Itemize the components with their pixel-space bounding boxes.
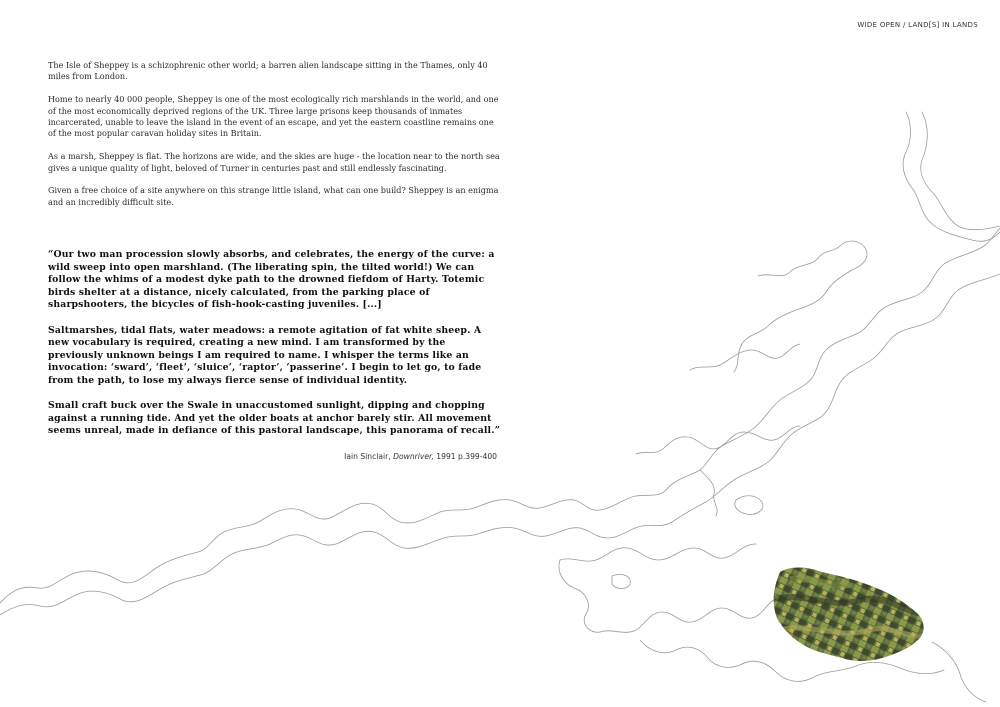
- creek-line: [636, 426, 800, 454]
- creek-line: [560, 544, 756, 561]
- creek-line: [600, 600, 774, 632]
- river-north-bank: [0, 228, 1000, 603]
- quote-paragraph: “Our two man procession slowly absorbs, and celebrates, the energy of the curve: a wild sweep into open marshland. (The liberating spin, the tilted world!) We can follow the whims of a modest dyke path to the drowned fiefdom of Harty. Totemic birds shelter at a distance, nicely calculated, from the parking place of sharpshooters, the bicycles of fish-hook-casting juveniles. [...]: [48, 249, 495, 311]
- quote-paragraph: Saltmarshes, tidal flats, water meadows: a remote agitation of fat white sheep. A new vocabulary is required, creating a new mind. I am transformed by the previously unknown beings I am required to name. I whisper the terms like an invocation: ‘sward’, ‘fleet’, ‘sluice’, ‘raptor’, ‘passerine’. I begin to let go, to fade from the path, to lose my always fierce sense of individual identity.: [48, 324, 482, 386]
- creek-line: [640, 640, 812, 681]
- intro-paragraph: The Isle of Sheppey is a schizophrenic other world; a barren alien landscape sitting in the Thames, only 40 miles from London.: [48, 60, 488, 82]
- citation-details: 1991 p.399-400: [436, 452, 497, 461]
- islet-outline: [612, 574, 630, 588]
- creek-line: [734, 241, 867, 372]
- citation-author: Iain Sinclair,: [344, 452, 391, 461]
- creek-line: [921, 112, 1000, 230]
- creek-line: [932, 642, 986, 702]
- creek-line: [690, 344, 800, 370]
- creek-line: [903, 112, 1000, 241]
- intro-paragraph: Home to nearly 40 000 people, Sheppey is one of the most ecologically rich marshlands in the world, and one of the most economically deprived regions of the UK. Three large prisons keep thousands of inmates incarcerated, unable to leave the island in the event of an escape, and yet the eastern coastline remains one of the most popular caravan holiday sites in Britain.: [48, 94, 499, 139]
- intro-paragraph: As a marsh, Sheppey is flat. The horizons are wide, and the skies are huge - the location near to the north sea gives a unique quality of light, beloved of Turner in centuries past and still endlessly fascinating.: [48, 151, 500, 173]
- creek-line: [559, 560, 600, 632]
- quote-paragraph: Small craft buck over the Swale in unaccustomed sunlight, dipping and chopping against a running tide. And yet the older boats at anchor barely stir. All movement seems unreal, made in defiance of this pastoral landscape, this panorama of recall.”: [48, 400, 501, 437]
- page-header: WIDE OPEN / LAND[S] IN LANDS: [857, 21, 978, 29]
- creek-line: [812, 662, 944, 678]
- islet-outline: [735, 496, 763, 515]
- creek-line: [700, 470, 717, 516]
- sheppey-island: [770, 568, 930, 662]
- citation-title: Downriver,: [393, 452, 434, 461]
- river-south-bank: [0, 274, 1000, 615]
- intro-paragraph: Given a free choice of a site anywhere on this strange little island, what can one build? Sheppey is an enigma and an incredibly difficult site.: [48, 185, 499, 207]
